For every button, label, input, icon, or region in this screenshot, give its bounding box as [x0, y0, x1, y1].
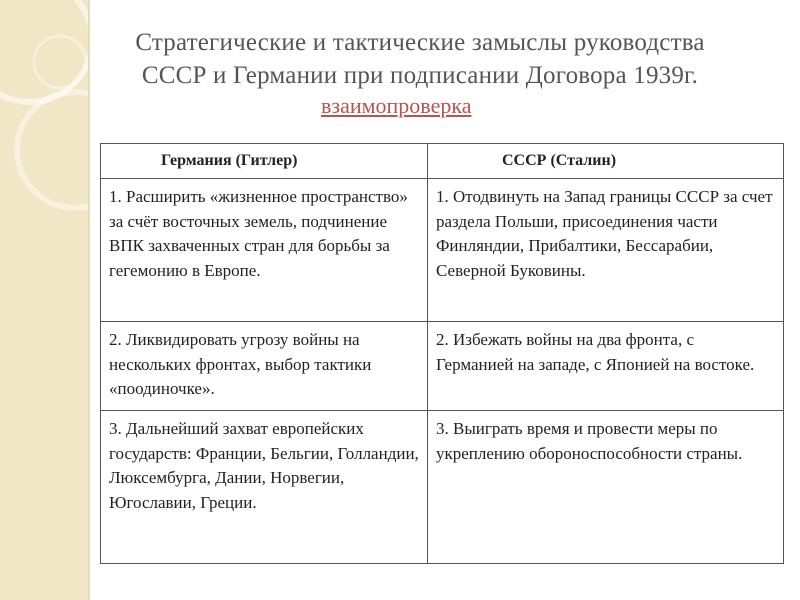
germany-goal-1: 1. Расширить «жизненное пространство» за счёт восточных земель, подчинение ВПК захваченных стран для борьбы за гегемонию в Европе.: [101, 179, 428, 322]
table-row: [101, 322, 784, 411]
decorative-side-band: [0, 0, 88, 600]
band-divider: [88, 0, 90, 600]
header-germany: Германия (Гитлер): [101, 144, 428, 179]
germany-goal-3: 3. Дальнейший захват европейских государств: Франции, Бельгии, Голландии, Люксембурга, Дании, Норвегии, Югославии, Греции.: [101, 411, 428, 564]
ussr-goal-1: 1. Отодвинуть на Запад границы СССР за счет раздела Польши, присоединения части Финляндии, Прибалтики, Бессарабии, Северной Буковины.: [428, 179, 784, 322]
table-row: [101, 411, 784, 564]
germany-goal-2: 2. Ликвидировать угрозу войны на нескольких фронтах, выбор тактики «поодиночке».: [101, 322, 428, 411]
slide-title: Стратегические и тактические замыслы руководства СССР и Германии при подписании Договора 1939г.: [135, 29, 705, 89]
ussr-goal-2: 2. Избежать войны на два фронта, с Германией на западе, с Японией на востоке.: [428, 322, 784, 411]
header-ussr: СССР (Сталин): [428, 144, 784, 179]
decorative-circles: [0, 0, 88, 600]
table-row: [101, 179, 784, 322]
table-header-row: [101, 144, 784, 179]
mutual-check-link[interactable]: взаимопроверка: [321, 93, 472, 118]
ussr-goal-3: 3. Выиграть время и провести меры по укреплению обороноспособности страны.: [428, 411, 784, 564]
comparison-table: [100, 143, 784, 564]
